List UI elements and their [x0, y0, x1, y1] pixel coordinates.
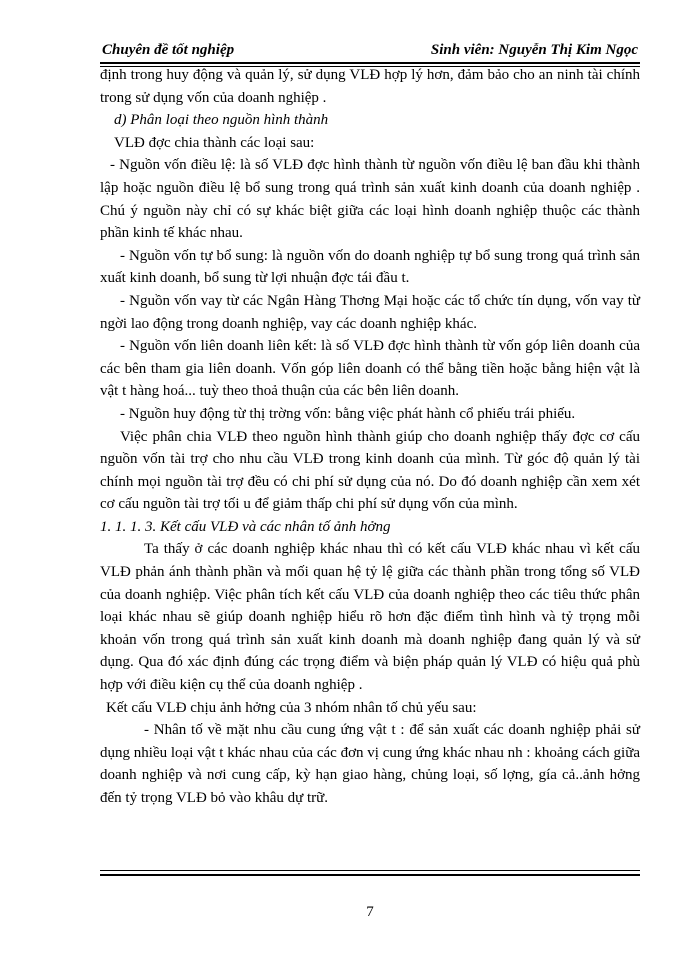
paragraph-intro: VLĐ đợc chia thành các loại sau: — [114, 134, 315, 151]
paragraph-classification-benefit: Việc phân chia VLĐ theo nguồn hình thành giúp cho doanh nghiệp thấy đợc cơ cấu nguồn vốn tài trợ cho nhu cầu VLĐ trong kinh doanh của mình. Từ góc độ quản lý tài chính mọi nguồn tài trợ đều có chi phí sử dụng của nó. Do đó doanh nghiệp cần xem xét cơ cấu nguồn tài trợ tối u để giảm thấp chi phí sử dụng vốn của mình. — [100, 428, 640, 513]
list-item-supply-factor: - Nhân tố về mặt nhu cầu cung ứng vật t : để sản xuất các doanh nghiệp phải sử dụng nhiều loại vật t khác nhau của các đơn vị cung ứng khác nhau nh : khoảng cách giữa doanh nghiệp và nơi cung cấp, kỳ hạn giao hàng, chủng loại, số lợng, gía cả..ảnh hởng đến tỷ trọng VLĐ bỏ vào khâu dự trữ. — [100, 722, 640, 806]
document-body — [100, 64, 640, 810]
paragraph-structure: Ta thấy ở các doanh nghiệp khác nhau thì có kết cấu VLĐ khác nhau vì kết cấu VLĐ phản ánh thành phần và mối quan hệ tỷ lệ giữa các thành phần trong tổng số VLĐ của doanh nghiệp. Việc phân tích kết cấu VLĐ của doanh nghiệp theo các tiêu thức phân loại khác nhau sẽ giúp doanh nghiệp hiểu rõ hơn đặc điểm tình hình và tỷ trọng mỗi khoản vốn trong quá trình sản xuất kinh doanh mà doanh nghiệp đang quản lý và sử dụng. Qua đó xác định đúng các trọng điểm và biện pháp quản lý VLĐ có hiệu quả phù hợp với điều kiện cụ thể của doanh nghiệp . — [100, 541, 640, 694]
header-document-title: Chuyên đề tốt nghiệp — [102, 42, 235, 58]
paragraph-factors-intro: Kết cấu VLĐ chịu ảnh hởng của 3 nhóm nhân tố chủ yếu sau: — [106, 699, 477, 716]
list-item-joint-venture: - Nguồn vốn liên doanh liên kết: là số VLĐ đợc hình thành từ vốn góp liên doanh của các bên tham gia liên doanh. Vốn góp liên doanh có thể bằng tiền hoặc bằng hiện vật là vật t hàng hoá... tuỳ theo thoả thuận của các bên liên doanh. — [100, 338, 640, 400]
paragraph-continuation: định trong huy động và quản lý, sử dụng VLĐ hợp lý hơn, đảm bảo cho an ninh tài chính trong sử dụng vốn của doanh nghiệp . — [100, 67, 640, 106]
subheading-classification: d) Phân loại theo nguồn hình thành — [114, 112, 329, 129]
list-item-market-capital: - Nguồn huy động từ thị trờng vốn: bằng việc phát hành cổ phiếu trái phiếu. — [120, 405, 576, 422]
page-header — [100, 38, 640, 62]
list-item-bank-loans: - Nguồn vốn vay từ các Ngân Hàng Thơng Mại hoặc các tổ chức tín dụng, vốn vay từ ngời lao động trong doanh nghiệp, vay các doanh nghiệp khác. — [100, 292, 640, 332]
page-number: 7 — [366, 904, 374, 920]
footer-rule-thin — [100, 870, 640, 871]
list-item-charter-capital: - Nguồn vốn điều lệ: là số VLĐ đợc hình thành từ nguồn vốn điều lệ ban đầu khi thành lập hoặc nguồn điều lệ bổ sung trong quá trình sản xuất kinh doanh của doanh nghiệp . Chú ý nguồn này chỉ có sự khác biệt giữa các loại hình doanh nghiệp thuộc các thành phần kinh tế khác nhau. — [100, 157, 640, 242]
header-student-name: Sinh viên: Nguyễn Thị Kim Ngọc — [430, 42, 638, 58]
list-item-self-supplemented: - Nguồn vốn tự bổ sung: là nguồn vốn do doanh nghiệp tự bổ sung trong quá trình sản xuất kinh doanh, bổ sung từ lợi nhuận đợc tái đầu t. — [100, 247, 640, 287]
footer-rule-thick — [100, 874, 640, 876]
section-heading-1-1-1-3: 1. 1. 1. 3. Kết cấu VLĐ và các nhân tố ảnh hởng — [100, 518, 391, 535]
